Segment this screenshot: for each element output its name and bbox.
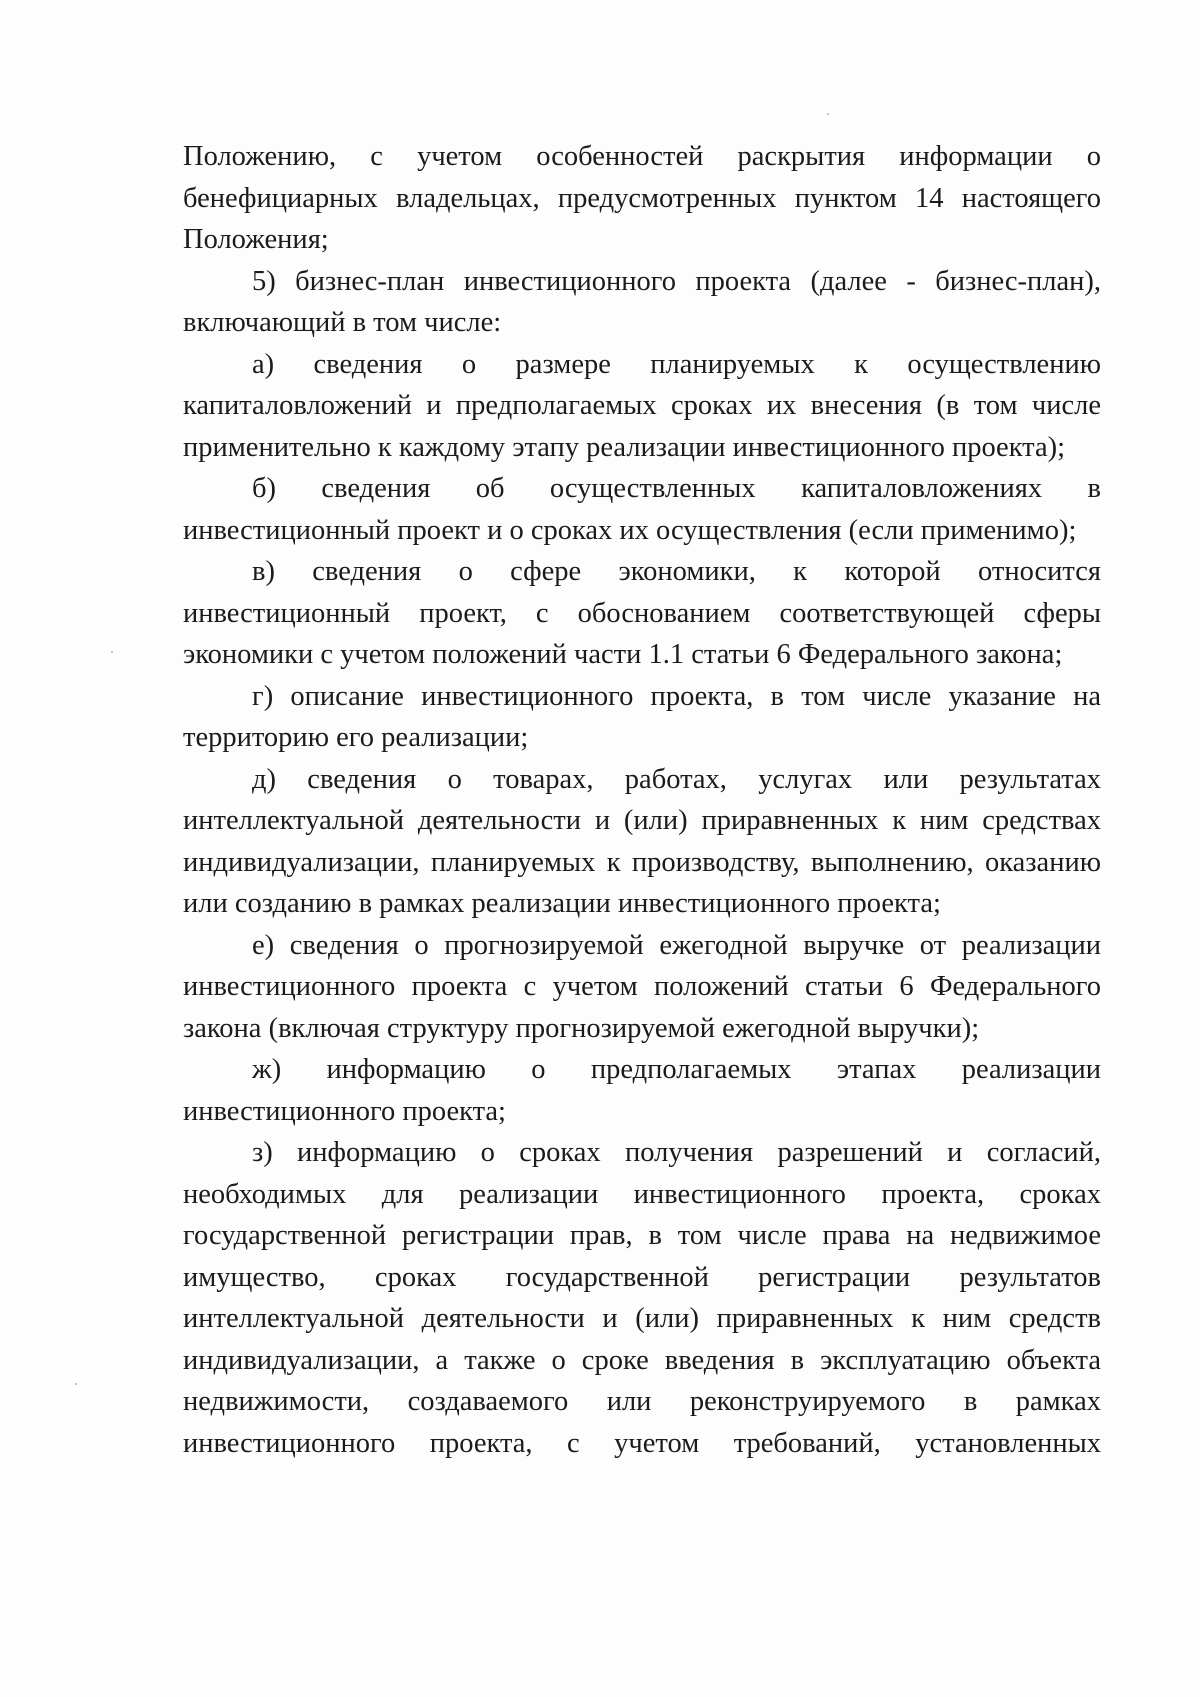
document-body — [183, 136, 1101, 1464]
scan-speck — [75, 1383, 77, 1385]
paragraph-subitem-z: з) информацию о сроках получения разрешений и согласий, необходимых для реализации инвестиционного проекта, сроках государственной регистрации прав, в том числе права на недвижимое имущество, сроках государственной регистрации результатов интеллектуальной деятельности и (или) приравненных к ним средств индивидуализации, а также о сроке введения в эксплуатацию объекта недвижимости, создаваемого или реконструируемого в рамках инвестиционного проекта, с учетом требований, установленных — [183, 1137, 1101, 1459]
paragraph-subitem-d: д) сведения о товарах, работах, услугах или результатах интеллектуальной деятельности и (или) приравненных к ним средствах индивидуализации, планируемых к производству, выполнению, оказанию или созданию в рамках реализации инвестиционного проекта; — [183, 763, 1101, 919]
paragraph-subitem-g: г) описание инвестиционного проекта, в том числе указание на территорию его реализации; — [183, 680, 1101, 753]
paragraph-item-5-business-plan: 5) бизнес-план инвестиционного проекта (далее - бизнес-план), включающий в том числе: — [183, 265, 1101, 338]
paragraph-subitem-v: в) сведения о сфере экономики, к которой относится инвестиционный проект, с обоснованием соответствующей сферы экономики с учетом положений части 1.1 статьи 6 Федерального закона; — [183, 556, 1101, 670]
paragraph-subitem-zh: ж) информацию о предполагаемых этапах реализации инвестиционного проекта; — [183, 1054, 1101, 1127]
paragraph-continuation: Положению, с учетом особенностей раскрытия информации о бенефициарных владельцах, предусмотренных пунктом 14 настоящего Положения; — [183, 141, 1101, 255]
paragraph-subitem-a: а) сведения о размере планируемых к осуществлению капиталовложений и предполагаемых сроках их внесения (в том числе применительно к каждому этапу реализации инвестиционного проекта); — [183, 348, 1101, 463]
paragraph-subitem-e: е) сведения о прогнозируемой ежегодной выручке от реализации инвестиционного проекта с учетом положений статьи 6 Федерального закона (включая структуру прогнозируемой ежегодной выручки); — [183, 929, 1101, 1044]
scan-speck — [111, 651, 113, 653]
paragraph-subitem-b: б) сведения об осуществленных капиталовложениях в инвестиционный проект и о сроках их осуществления (если применимо); — [183, 473, 1101, 546]
scan-speck — [827, 113, 829, 115]
